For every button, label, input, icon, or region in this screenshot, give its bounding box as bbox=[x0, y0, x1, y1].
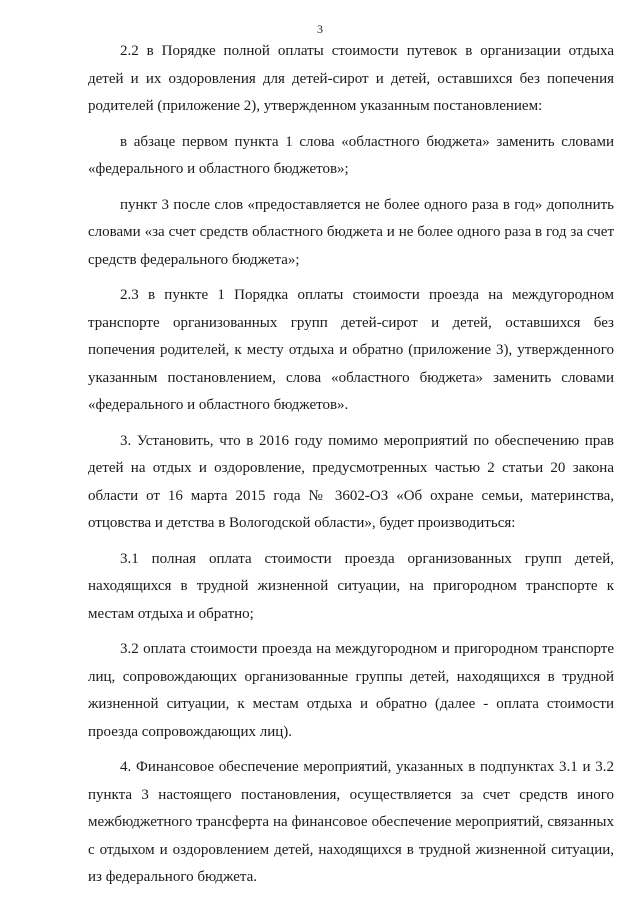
paragraph-4: 4. Финансовое обеспечение мероприятий, указанных в подпунктах 3.1 и 3.2 пункта 3 настоящего постановления, осуществляется за счет средств иного межбюджетного трансферта на финансовое обеспечение мероприятий, связанных с отдыхом и оздоровлением детей, находящихся в трудной жизненной ситуации, из федерального бюджета. bbox=[88, 759, 614, 885]
paragraph-2-2-a: в абзаце первом пункта 1 слова «областного бюджета» заменить словами «федерального и областного бюджетов»; bbox=[88, 133, 614, 177]
paragraph-2-3: 2.3 в пункте 1 Порядка оплаты стоимости проезда на междугородном транспорте организованных групп детей-сирот и детей, оставшихся без попечения родителей, к месту отдыха и обратно (приложение 3), утвержденного указанным постановлением, слова «областного бюджета» заменить словами «федерального и областного бюджетов». bbox=[88, 287, 614, 413]
paragraph-3-1: 3.1 полная оплата стоимости проезда организованных групп детей, находящихся в трудной жизненной ситуации, на пригородном транспорте к местам отдыха и обратно; bbox=[88, 550, 614, 622]
paragraph-2-2-b: пункт 3 после слов «предоставляется не более одного раза в год» дополнить словами «за счет средств областного бюджета и не более одного раза в год за счет средств федерального бюджета»; bbox=[88, 196, 614, 268]
document-body bbox=[88, 38, 614, 892]
page-number: 3 bbox=[317, 22, 323, 36]
paragraph-2-2: 2.2 в Порядке полной оплаты стоимости путевок в организации отдыха детей и их оздоровления для детей-сирот и детей, оставшихся без попечения родителей (приложение 2), утвержденном указанным постановлением: bbox=[88, 43, 614, 114]
paragraph-3-2: 3.2 оплата стоимости проезда на междугородном и пригородном транспорте лиц, сопровождающих организованные группы детей, находящихся в трудной жизненной ситуации, к местам отдыха и обратно (далее - оплата стоимости проезда сопровождающих лиц). bbox=[88, 641, 614, 740]
paragraph-3: 3. Установить, что в 2016 году помимо мероприятий по обеспечению прав детей на отдых и оздоровление, предусмотренных частью 2 статьи 20 закона области от 16 марта 2015 года № 3602-ОЗ «Об охране семьи, материнства, отцовства и детства в Вологодской области», будет производиться: bbox=[88, 432, 614, 531]
